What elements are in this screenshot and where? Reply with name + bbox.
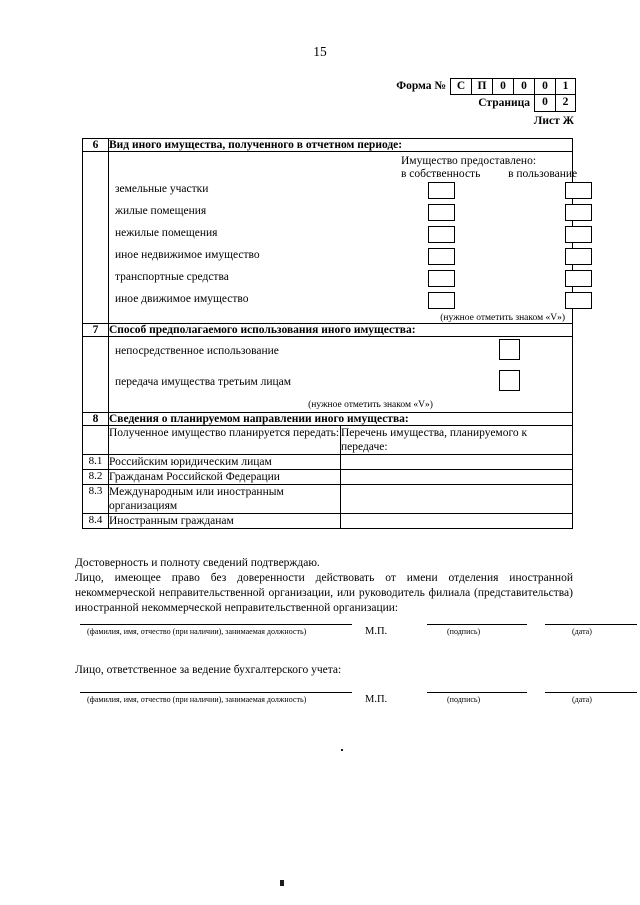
checkbox-other-movable-ownership[interactable]	[428, 292, 455, 309]
section7-option-row	[109, 337, 572, 368]
page-code-cell-1[interactable]: 0	[534, 95, 555, 112]
checkbox-land-use[interactable]	[565, 182, 592, 199]
section6-item-label: жилые помещения	[115, 205, 207, 217]
section6-number-spacer	[83, 152, 109, 324]
checkbox-other-real-estate-use[interactable]	[565, 248, 592, 265]
declaration-text	[75, 556, 573, 616]
signature-name-caption: (фамилия, имя, отчество (при наличии), занимаемая должность)	[87, 627, 307, 636]
section6-column-headers	[109, 152, 578, 180]
checkbox-residential-use[interactable]	[565, 204, 592, 221]
stamp-caption: М.П.	[365, 694, 388, 705]
section6-title: Вид иного имущества, полученного в отчетном периоде:	[109, 139, 573, 152]
section8-row-number: 8.3	[83, 485, 109, 514]
section7-body	[109, 337, 573, 413]
section6-item-row	[109, 268, 572, 290]
checkbox-nonresidential-ownership[interactable]	[428, 226, 455, 243]
date-caption: (дата)	[572, 695, 592, 704]
table-row	[83, 485, 573, 514]
signature-block-accountant	[75, 692, 592, 709]
section8-header-row	[83, 426, 573, 455]
signature-date-rule[interactable]	[545, 692, 637, 693]
signature-name-rule[interactable]	[80, 624, 352, 625]
form-code-row	[386, 78, 576, 95]
section6-item-row	[109, 246, 572, 268]
signature-captions	[75, 626, 592, 641]
table-row	[83, 514, 573, 529]
signature-sign-rule[interactable]	[427, 692, 527, 693]
checkbox-vehicles-use[interactable]	[565, 270, 592, 287]
section8-title-row	[83, 413, 573, 426]
signature-captions	[75, 694, 592, 709]
signature-name-caption: (фамилия, имя, отчество (при наличии), занимаемая должность)	[87, 695, 307, 704]
declaration-line-1: Достоверность и полноту сведений подтверждаю.	[75, 557, 320, 569]
form-code-header	[386, 78, 576, 127]
section8-row-value[interactable]	[341, 470, 573, 485]
section6-item-row	[109, 224, 572, 246]
section7-number-spacer	[83, 337, 109, 413]
checkbox-other-real-estate-ownership[interactable]	[428, 248, 455, 265]
section7-number: 7	[83, 324, 109, 337]
section6-title-row	[83, 139, 573, 152]
section6-column-captions	[401, 168, 640, 180]
section6-number: 6	[83, 139, 109, 152]
stamp-caption: М.П.	[365, 626, 388, 637]
scan-speck	[280, 880, 284, 886]
form-code-cell-6[interactable]: 1	[555, 78, 576, 95]
signature-date-rule[interactable]	[545, 624, 637, 625]
section6-body-row	[83, 152, 573, 324]
section7-title-row	[83, 324, 573, 337]
signature-name-rule[interactable]	[80, 692, 352, 693]
form-code-cell-4[interactable]: 0	[513, 78, 534, 95]
section8-row-label: Иностранным гражданам	[109, 514, 341, 529]
section6-column-own-label: в собственность	[401, 168, 481, 180]
table-row	[83, 455, 573, 470]
checkbox-residential-ownership[interactable]	[428, 204, 455, 221]
scan-speck	[341, 749, 343, 751]
section7-note: (нужное отметить знаком «V»)	[308, 400, 433, 410]
accountant-heading: Лицо, ответственное за ведение бухгалтерского учета:	[75, 664, 342, 676]
section6-item-row	[109, 180, 572, 202]
section6-body	[109, 152, 578, 324]
checkbox-transfer-to-third-parties[interactable]	[499, 370, 520, 391]
page-number: 15	[313, 44, 327, 59]
section8-row-value[interactable]	[341, 455, 573, 470]
section8-header-right: Перечень имущества, планируемого к передаче:	[341, 426, 573, 455]
section6-item-row	[109, 202, 572, 224]
table-row	[83, 470, 573, 485]
checkbox-vehicles-ownership[interactable]	[428, 270, 455, 287]
page-label: Страница	[478, 97, 530, 109]
page-code-row	[386, 95, 576, 112]
checkbox-other-movable-use[interactable]	[565, 292, 592, 309]
section8-row-label: Российским юридическим лицам	[109, 455, 341, 470]
signature-caption: (подпись)	[447, 695, 481, 704]
section8-row-label: Международным или иностранным организациям	[109, 485, 341, 514]
section8-row-number: 8.4	[83, 514, 109, 529]
section8-header-number-spacer	[83, 426, 109, 455]
section6-note: (нужное отметить знаком «V»)	[440, 313, 565, 323]
signature-caption: (подпись)	[447, 627, 481, 636]
section6-group-title: Имущество предоставлено:	[401, 155, 537, 167]
declaration-line-2: Лицо, имеющее право без доверенности действовать от имени отделения иностранной некоммерческой неправительственной организации, или руководитель филиала (представительства) иностранной некоммерческой неправительственной организации:	[75, 572, 573, 614]
section8-row-number: 8.2	[83, 470, 109, 485]
date-caption: (дата)	[572, 627, 592, 636]
section6-item-row	[109, 290, 572, 312]
checkbox-land-ownership[interactable]	[428, 182, 455, 199]
section8-row-value[interactable]	[341, 514, 573, 529]
form-code-cell-1[interactable]: С	[450, 78, 471, 95]
section8-header-left: Полученное имущество планируется передать:	[109, 426, 341, 455]
section7-option-row	[109, 368, 572, 399]
section7-option-label: непосредственное использование	[115, 345, 279, 357]
section6-item-label: иное недвижимое имущество	[115, 249, 260, 261]
section7-title: Способ предполагаемого использования иного имущества:	[109, 324, 573, 337]
section7-body-row	[83, 337, 573, 413]
form-code-cell-2[interactable]: П	[471, 78, 492, 95]
page-code-cell-2[interactable]: 2	[555, 95, 576, 112]
checkbox-direct-use[interactable]	[499, 339, 520, 360]
form-table	[82, 138, 578, 529]
section8-title: Сведения о планируемом направлении иного имущества:	[109, 413, 573, 426]
signature-rules	[75, 624, 575, 626]
section6-item-label: иное движимое имущество	[115, 293, 249, 305]
signature-block-head	[75, 624, 592, 641]
signature-rules	[75, 692, 575, 694]
checkbox-nonresidential-use[interactable]	[565, 226, 592, 243]
section6-item-label: земельные участки	[115, 183, 209, 195]
section8-number: 8	[83, 413, 109, 426]
form-number-label: Форма №	[396, 80, 446, 92]
form-code-cell-5[interactable]: 0	[534, 78, 555, 95]
section8-row-number: 8.1	[83, 455, 109, 470]
section6-item-label: транспортные средства	[115, 271, 229, 283]
form-code-cell-3[interactable]: 0	[492, 78, 513, 95]
section8-row-value[interactable]	[341, 485, 573, 514]
section6-item-label: нежилые помещения	[115, 227, 218, 239]
signature-sign-rule[interactable]	[427, 624, 527, 625]
section7-option-label: передача имущества третьим лицам	[115, 376, 292, 388]
section8-row-label: Гражданам Российской Федерации	[109, 470, 341, 485]
section6-column-use-label: в пользование	[508, 168, 578, 180]
sheet-label: Лист Ж	[533, 115, 574, 127]
